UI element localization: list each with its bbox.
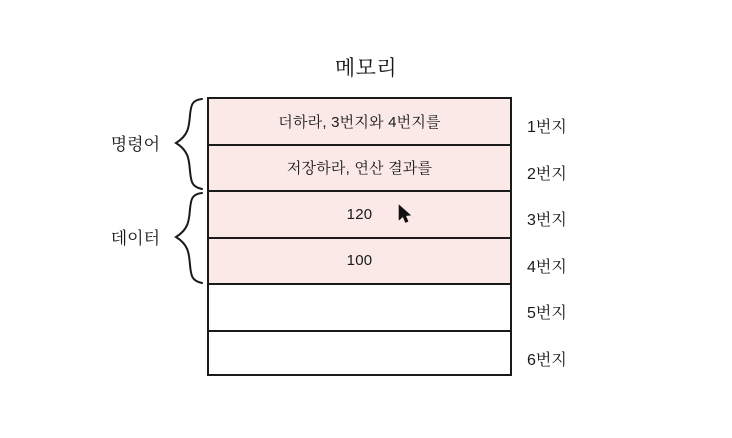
memory-row[interactable] (209, 239, 510, 286)
address-label: 2번지 (527, 166, 567, 183)
memory-cell-content: 저장하라, 연산 결과를 (286, 160, 433, 178)
memory-row[interactable] (209, 192, 510, 239)
memory-row[interactable] (209, 332, 510, 379)
memory-row[interactable] (209, 146, 510, 193)
address-label: 1번지 (527, 119, 567, 136)
group-label-instruction: 명령어 (110, 135, 160, 154)
brace-instruction (170, 97, 206, 191)
mouse-pointer-icon (398, 204, 412, 224)
address-label: 6번지 (527, 352, 567, 369)
group-label-data: 데이터 (110, 229, 160, 248)
memory-cell-content: 100 (346, 252, 373, 270)
memory-row[interactable] (209, 285, 510, 332)
address-label: 3번지 (527, 212, 567, 229)
memory-row[interactable] (209, 99, 510, 146)
address-label: 4번지 (527, 259, 567, 276)
address-label: 5번지 (527, 305, 567, 322)
memory-cell-content: 120 (346, 205, 373, 223)
memory-table (207, 97, 512, 376)
diagram-title: 메모리 (334, 57, 398, 80)
brace-data (170, 191, 206, 285)
memory-cell-content: 더하라, 3번지와 4번지를 (278, 113, 441, 131)
